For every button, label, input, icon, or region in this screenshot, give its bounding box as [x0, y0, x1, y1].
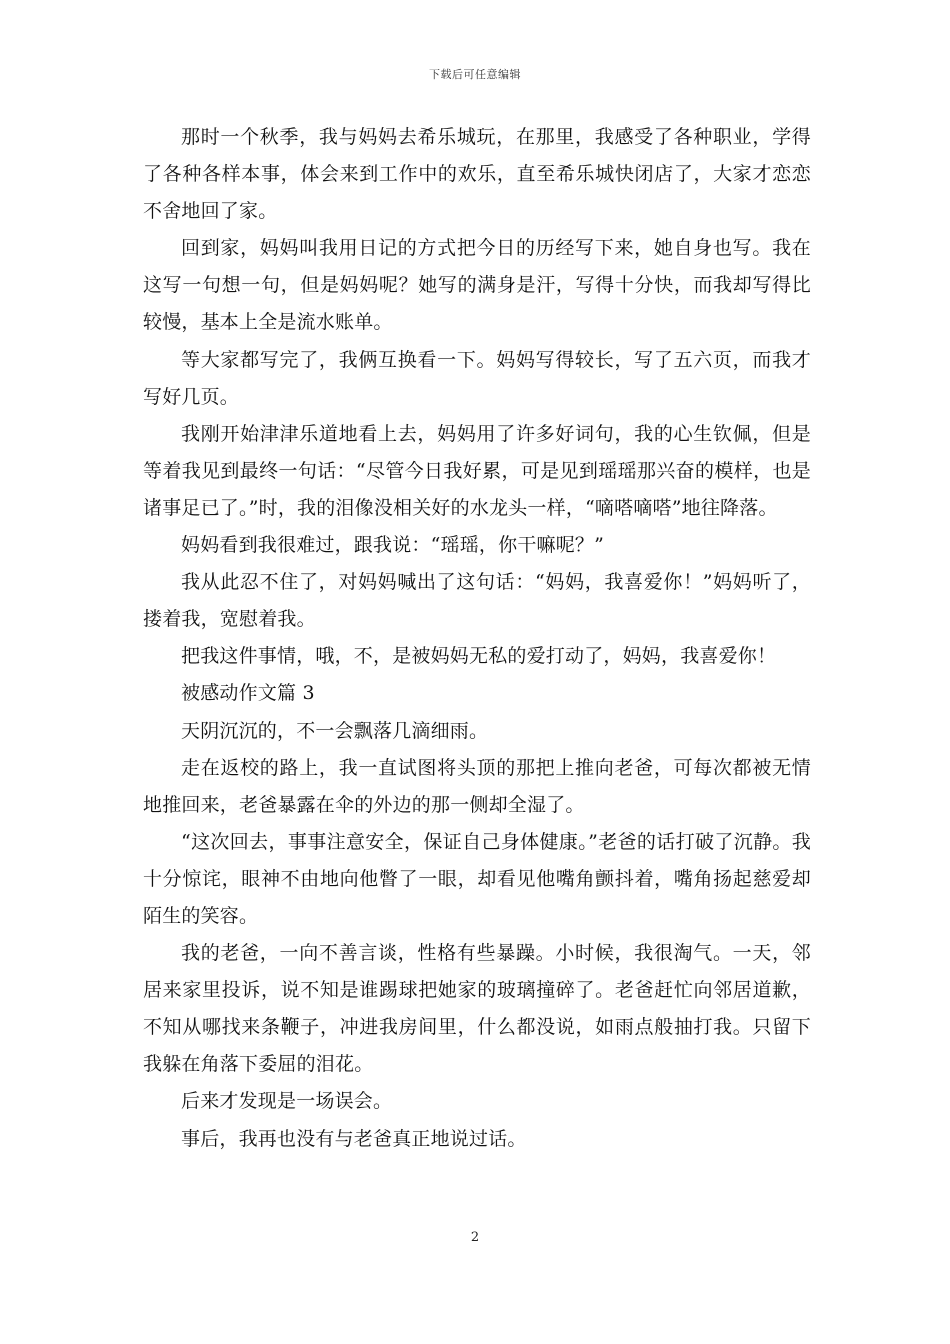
paragraph: 我刚开始津津乐道地看上去，妈妈用了许多好词句，我的心生钦佩，但是等着我见到最终一句话：“尽管今日我好累，可是见到瑶瑶那兴奋的模样，也是诸事足已了。”时，我的泪像没相关好的水龙头一样，“嘀嗒嘀嗒”地往降落。	[143, 422, 811, 519]
body-text	[143, 119, 811, 1158]
paragraph: 后来才发现是一场误会。	[181, 1090, 393, 1113]
paragraph: 我从此忍不住了，对妈妈喊出了这句话：“妈妈，我喜爱你！”妈妈听了，搂着我，宽慰着我。	[143, 571, 811, 631]
paragraph: 天阴沉沉的，不一会飘落几滴细雨。	[181, 719, 489, 742]
page-header: 下载后可任意编辑	[429, 68, 521, 81]
page-number: 2	[470, 1230, 480, 1245]
paragraph: “这次回去，事事注意安全，保证自己身体健康。”老爸的话打破了沉静。我十分惊诧，眼神不由地向他瞥了一眼，却看见他嘴角颤抖着，嘴角扬起慈爱却陌生的笑容。	[143, 830, 811, 927]
paragraph: 那时一个秋季，我与妈妈去希乐城玩，在那里，我感受了各种职业，学得了各种各样本事，体会来到工作中的欢乐，直至希乐城快闭店了，大家才恋恋不舍地回了家。	[143, 126, 811, 223]
paragraph: 走在返校的路上，我一直试图将头顶的那把上推向老爸，可每次都被无情地推回来，老爸暴露在伞的外边的那一侧却全湿了。	[143, 756, 811, 816]
paragraph: 等大家都写完了，我俩互换看一下。妈妈写得较长，写了五六页，而我才写好几页。	[143, 348, 811, 408]
paragraph: 事后，我再也没有与老爸真正地说过话。	[181, 1127, 527, 1150]
section-heading: 被感动作文篇 3	[181, 682, 315, 705]
paragraph: 妈妈看到我很难过，跟我说：“瑶瑶，你干嘛呢？”	[181, 534, 605, 557]
paragraph: 我的老爸，一向不善言谈，性格有些暴躁。小时候，我很淘气。一天，邻居来家里投诉，说不知是谁踢球把她家的玻璃撞碎了。老爸赶忙向邻居道歉，不知从哪找来条鞭子，冲进我房间里，什么都没说，如雨点般抽打我。只留下我躲在角落下委屈的泪花。	[143, 942, 811, 1076]
paragraph: 回到家，妈妈叫我用日记的方式把今日的历经写下来，她自身也写。我在这写一句想一句，但是妈妈呢？她写的满身是汗，写得十分快，而我却写得比较慢，基本上全是流水账单。	[143, 237, 811, 334]
paragraph: 把我这件事情，哦，不，是被妈妈无私的爱打动了，妈妈，我喜爱你！	[181, 645, 777, 668]
